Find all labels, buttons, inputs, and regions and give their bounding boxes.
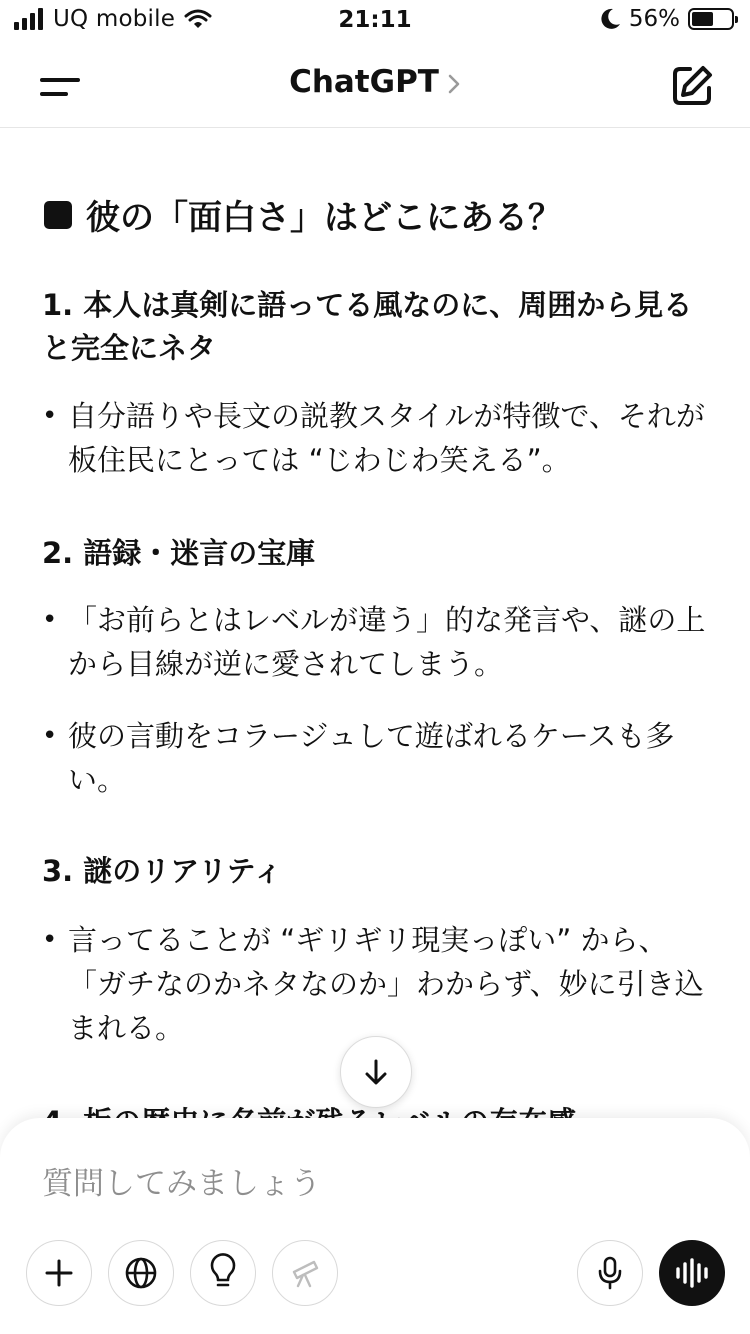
status-bar [0, 0, 750, 42]
bullet-text: 「お前らとはレベルが違う」的な発言や、謎の上から目線が逆に愛されてしまう。 [68, 603, 706, 681]
list-item [42, 918, 712, 1050]
section-heading-text: 彼の「面白さ」はどこにある？ [86, 198, 562, 238]
globe-icon [124, 1256, 158, 1290]
battery-icon [688, 8, 734, 30]
bullet-dot: • [42, 721, 58, 751]
web-search-button[interactable] [108, 1240, 174, 1306]
assistant-message [0, 128, 750, 1118]
bullet-text: 言ってることが “ギリギリ現実っぽい” から、「ガチなのかネタなのか」わからず、妙に引き込まれる。 [68, 923, 704, 1045]
bullet-dot: • [42, 925, 58, 955]
item-title: 2. 語録・迷言の宝庫 [42, 536, 316, 570]
bullet-text: 自分語りや長文の説教スタイルが特徴で、それが板住民にとっては “じわじわ笑える”。 [68, 399, 705, 477]
arrow-down-icon [361, 1057, 391, 1087]
composer [0, 1118, 750, 1334]
plus-icon [44, 1258, 74, 1288]
battery-percent: 56% [628, 6, 680, 32]
bullet-dot: • [42, 401, 58, 431]
battery-fill [692, 12, 713, 26]
telescope-icon [288, 1256, 322, 1290]
add-button[interactable] [26, 1240, 92, 1306]
research-button[interactable] [272, 1240, 338, 1306]
list-item [42, 598, 712, 686]
nav-title: ChatGPT [289, 64, 439, 100]
status-right [601, 6, 734, 32]
message-input[interactable]: 質問してみましょう [42, 1166, 321, 1202]
nav-bar [0, 42, 750, 128]
item-title: 1. 本人は真剣に語ってる風なのに、周囲から見ると完全にネタ [42, 288, 693, 365]
item-title: 3. 謎のリアリティ [42, 854, 283, 888]
voice-wave-icon [674, 1258, 710, 1288]
microphone-button[interactable] [577, 1240, 643, 1306]
bullet-dot: • [42, 605, 58, 635]
black-square-icon [44, 201, 72, 229]
voice-mode-button[interactable] [659, 1240, 725, 1306]
status-time: 21:11 [338, 7, 412, 33]
model-selector[interactable] [0, 64, 750, 100]
carrier-label: UQ mobile [53, 6, 176, 32]
bullet-text: 彼の言動をコラージュして遊ばれるケースも多い。 [68, 719, 675, 797]
compose-icon[interactable] [670, 64, 714, 108]
list-item [42, 394, 712, 482]
moon-icon [601, 8, 621, 30]
lightbulb-icon [208, 1255, 238, 1291]
microphone-icon [596, 1256, 624, 1290]
list-item [42, 714, 712, 802]
scroll-down-button[interactable] [340, 1036, 412, 1108]
chevron-right-icon [447, 72, 461, 96]
section-heading [44, 190, 562, 239]
think-button[interactable] [190, 1240, 256, 1306]
